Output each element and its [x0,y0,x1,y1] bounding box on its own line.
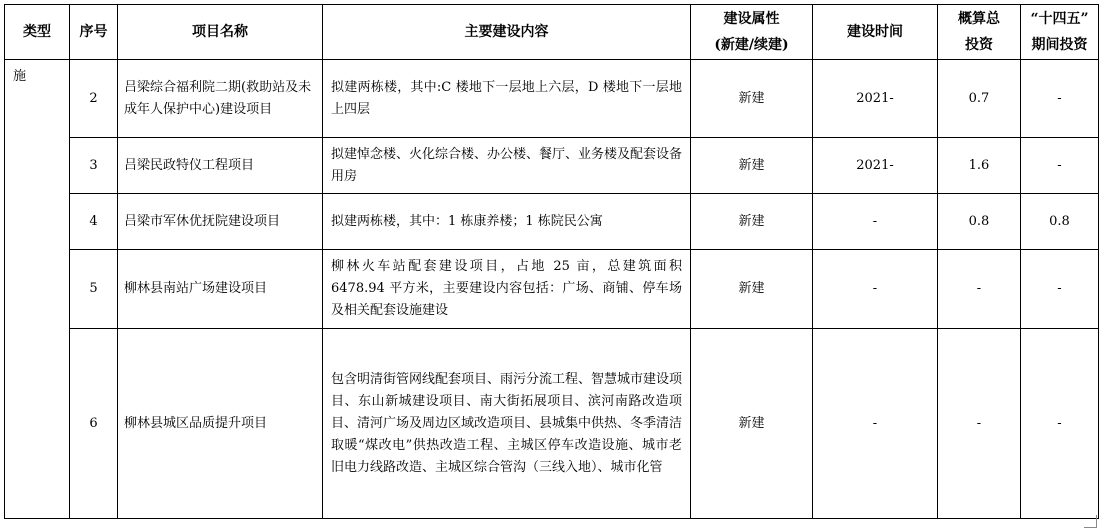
name-cell: 柳林县城区品质提升项目 [118,329,323,519]
header-type: 类型 [5,5,70,60]
attr-cell: 新建 [691,329,813,519]
seq-cell: 5 [70,250,118,329]
plan-cell: - [1021,329,1099,519]
header-budget-line2: 投资 [965,37,993,53]
attr-cell: 新建 [691,60,813,138]
seq-cell: 2 [70,60,118,138]
budget-cell: 0.7 [938,60,1021,138]
content-cell: 拟建两栋楼，其中:C 楼地下一层地上六层，D 楼地下一层地上四层 [323,60,691,138]
table-row [5,138,1099,194]
name-cell: 吕梁综合福利院二期(救助站及未成年人保护中心)建设项目 [118,60,323,138]
header-time: 建设时间 [813,5,938,60]
attr-cell: 新建 [691,250,813,329]
budget-cell: - [938,250,1021,329]
content-cell: 拟建悼念楼、火化综合楼、办公楼、餐厅、业务楼及配套设备用房 [323,138,691,194]
header-name: 项目名称 [118,5,323,60]
header-attr [691,5,813,60]
header-row [5,5,1099,60]
time-cell: - [813,250,938,329]
project-table [4,4,1099,519]
name-cell: 吕梁市军休优抚院建设项目 [118,194,323,250]
table-row [5,250,1099,329]
time-cell: - [813,194,938,250]
time-cell: 2021- [813,60,938,138]
budget-cell: 1.6 [938,138,1021,194]
header-plan-line2: 期间投资 [1031,37,1088,53]
plan-cell: - [1021,60,1099,138]
seq-cell: 3 [70,138,118,194]
header-plan [1021,5,1099,60]
time-cell: - [813,329,938,519]
table-row [5,329,1099,519]
seq-cell: 6 [70,329,118,519]
content-cell: 柳林火车站配套建设项目，占地 25 亩，总建筑面积 6478.94 平方米，主要建设内容包括：广场、商铺、停车场及相关配套设施建设 [323,250,691,329]
attr-cell: 新建 [691,138,813,194]
attr-cell: 新建 [691,194,813,250]
header-plan-line1: “十四五” [1030,11,1089,27]
header-budget [938,5,1021,60]
table-row [5,194,1099,250]
content-cell: 包含明清街管网线配套项目、雨污分流工程、智慧城市建设项目、东山新城建设项目、南大街拓展项目、滨河南路改造项目、清河广场及周边区域改造项目、县城集中供热、冬季清洁取暖“煤改电”供热改造工程、主城区停车改造设施、城市老旧电力线路改造、主城区综合管沟（三线入地）、城市化管 [323,329,691,519]
header-attr-line1: 建设属性 [723,11,780,27]
budget-cell: - [938,329,1021,519]
corner-mark [1084,515,1097,528]
name-cell: 柳林县南站广场建设项目 [118,250,323,329]
seq-cell: 4 [70,194,118,250]
header-content: 主要建设内容 [323,5,691,60]
budget-cell: 0.8 [938,194,1021,250]
content-cell: 拟建两栋楼，其中：1 栋康养楼；1 栋院民公寓 [323,194,691,250]
name-cell: 吕梁民政特仪工程项目 [118,138,323,194]
time-cell: 2021- [813,138,938,194]
header-budget-line1: 概算总 [958,11,1000,27]
table-row [5,60,1099,138]
header-seq: 序号 [70,5,118,60]
plan-cell: 0.8 [1021,194,1099,250]
header-attr-line2: (新建/续建) [714,37,789,53]
plan-cell: - [1021,250,1099,329]
category-cell: 施 [5,60,70,519]
plan-cell: - [1021,138,1099,194]
